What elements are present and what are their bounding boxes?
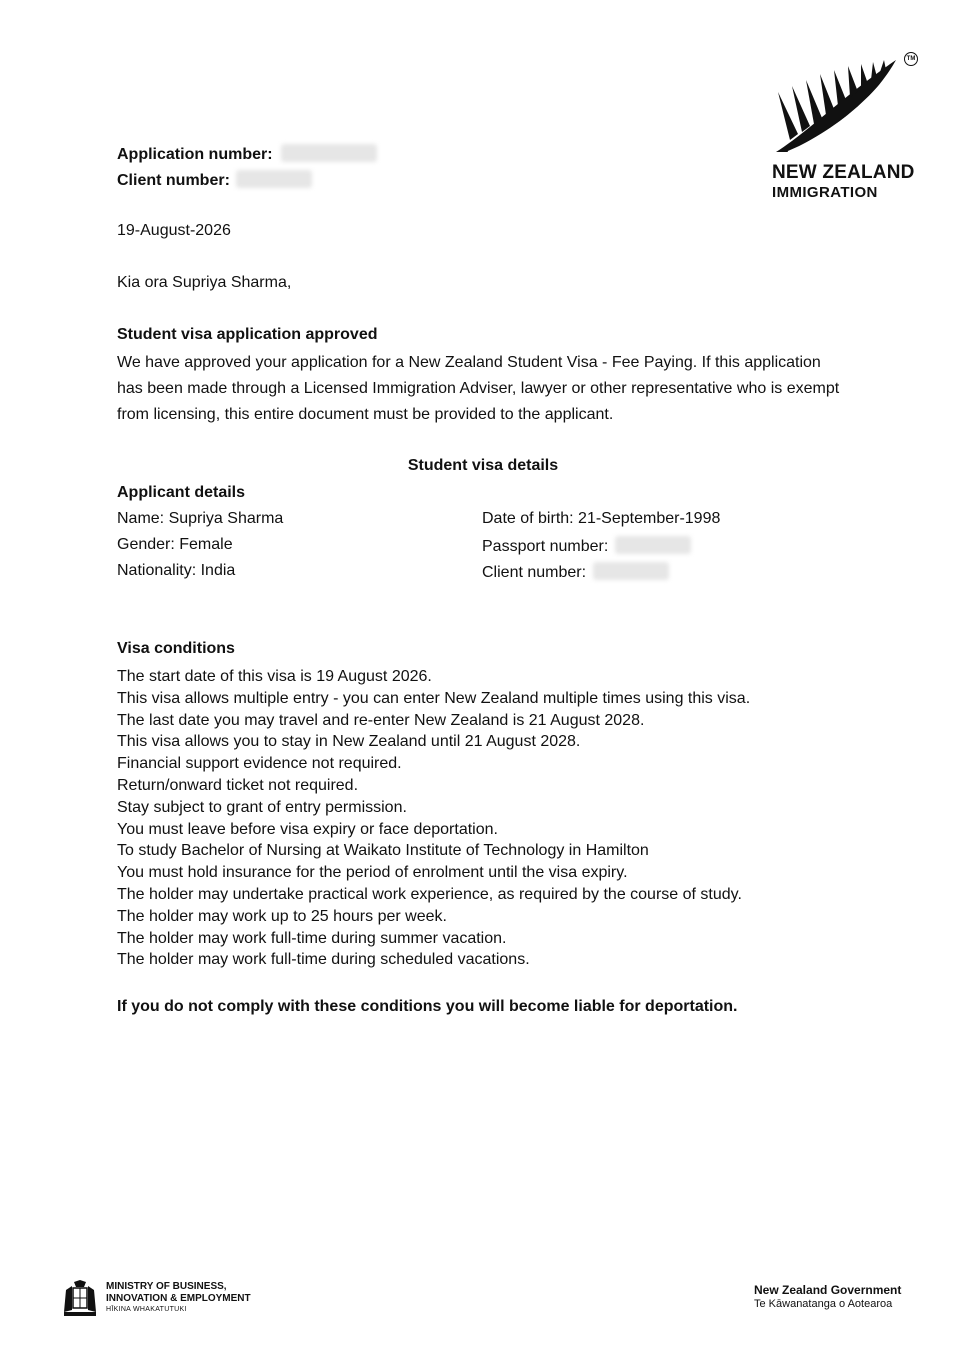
condition-item: The holder may work full-time during summer vacation. [117,929,507,947]
details-client-redacted [593,562,669,580]
trademark-mark: TM [904,52,918,66]
deportation-warning: If you do not comply with these conditions you will become liable for deportation. [117,998,738,1015]
nz-government-line-1: New Zealand Government [754,1283,902,1297]
passport-row [482,536,691,556]
client-number-redacted [236,170,312,188]
applicant-dob: Date of birth: 21-September-1998 [482,510,721,527]
logo-line-2: IMMIGRATION [772,184,878,201]
condition-item: You must leave before visa expiry or face deportation. [117,820,498,838]
nz-immigration-logo [768,52,918,202]
letter-date: 19-August-2026 [117,222,231,239]
condition-item: The start date of this visa is 19 August 2026. [117,668,432,685]
condition-item: Return/onward ticket not required. [117,776,359,794]
applicant-details-heading: Applicant details [117,484,246,501]
mbie-line-2: INNOVATION & EMPLOYMENT [106,1293,251,1304]
applicant-nationality: Nationality: India [117,562,236,579]
passport-redacted [615,536,691,554]
condition-item: Stay subject to grant of entry permission. [117,798,407,816]
application-number-row [117,144,377,164]
logo-line-1: NEW ZEALAND [772,162,915,183]
application-number-redacted [281,144,377,162]
condition-item: You must hold insurance for the period of enrolment until the visa expiry. [117,864,628,882]
visa-conditions-heading: Visa conditions [117,640,235,657]
mbie-line-1: MINISTRY OF BUSINESS, [106,1281,227,1292]
coat-of-arms-icon [60,1278,100,1318]
condition-item: The last date you may travel and re-enter New Zealand is 21 August 2028. [117,711,645,729]
conditions-list [117,666,847,971]
applicant-name: Name: Supriya Sharma [117,510,284,527]
condition-item: The holder may work full-time during scheduled vacations. [117,951,530,969]
client-number-label: Client number: [117,172,230,189]
nz-government-line-2: Te Kāwanatanga o Aotearoa [754,1298,893,1310]
condition-item: This visa allows you to stay in New Zealand until 21 August 2028. [117,733,581,751]
mbie-line-3: HĪKINA WHAKATUTUKI [106,1306,187,1313]
approval-heading: Student visa application approved [117,326,378,343]
details-client-label: Client number: [482,564,587,581]
application-number-label: Application number: [117,146,273,163]
silver-fern-icon [768,52,918,157]
applicant-gender: Gender: Female [117,536,233,553]
condition-item: To study Bachelor of Nursing at Waikato Institute of Technology in Hamilton [117,842,649,860]
condition-item: The holder may work up to 25 hours per week. [117,907,447,925]
passport-label: Passport number: [482,538,609,555]
condition-item: This visa allows multiple entry - you can enter New Zealand multiple times using this visa. [117,689,751,707]
condition-item: Financial support evidence not required. [117,755,402,773]
details-client-row [482,562,669,582]
approval-body: We have approved your application for a New Zealand Student Visa - Fee Paying. If this application has been made through a Licensed Immigration Adviser, lawyer or other representative who is exempt from licensing, this entire document must be provided to the applicant. [117,354,840,423]
greeting: Kia ora Supriya Sharma, [117,274,292,291]
visa-details-title: Student visa details [407,457,559,474]
condition-item: The holder may undertake practical work experience, as required by the course of study. [117,885,742,903]
client-number-row [117,170,312,190]
